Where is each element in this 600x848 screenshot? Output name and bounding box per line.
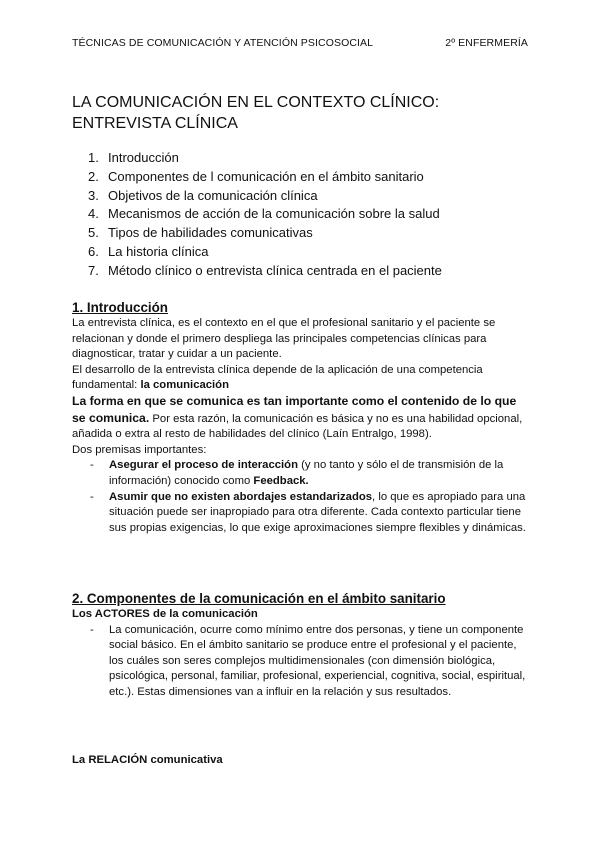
bold-text: Feedback. <box>253 474 309 487</box>
intro-paragraph: La entrevista clínica, es el contexto en el que el profesional sanitario y el paciente se relacionan y donde el primero despliega las principales competencias clínicas para diagnosticar, tratar y cuidar a un paciente. <box>72 317 496 361</box>
bullet-dash: - <box>90 459 94 472</box>
bold-text: Asegurar el proceso de interacción <box>109 459 298 472</box>
toc-item <box>88 205 442 224</box>
bold-text: Asumir que no existen abordajes estandarizados <box>109 490 373 503</box>
toc-item <box>88 149 442 168</box>
toc-number: 6. <box>88 243 99 259</box>
bullet-item <box>72 458 528 489</box>
section-introduction <box>72 299 528 536</box>
bullet-item <box>72 623 528 701</box>
toc-number: 4. <box>88 206 99 222</box>
toc-number: 1. <box>88 150 99 165</box>
header-course-level: 2º ENFERMERÍA <box>445 37 528 49</box>
running-header <box>72 37 528 49</box>
toc-label: Tipos de habilidades comunicativas <box>108 225 313 241</box>
section-components <box>72 590 528 701</box>
bold-text: la comunicación <box>140 379 229 392</box>
toc-item <box>88 262 442 281</box>
toc-label: Introducción <box>108 150 179 165</box>
toc-label: La historia clínica <box>108 243 209 259</box>
toc-label: Mecanismos de acción de la comunicación sobre la salud <box>108 206 440 222</box>
document-title <box>72 92 528 134</box>
toc-item <box>88 187 442 206</box>
bullet-text <box>109 458 528 489</box>
intro-paragraph <box>72 394 528 443</box>
title-line-2: ENTREVISTA CLÍNICA <box>72 115 238 132</box>
toc-item <box>88 224 442 243</box>
title-line-1: LA COMUNICACIÓN EN EL CONTEXTO CLÍNICO: <box>72 94 440 111</box>
intro-paragraph <box>72 363 528 394</box>
text-run: , lo que es apropiado para una situación puede ser inapropiado para otra diferente. Cada contexto particular tiene sus propias exigencias, lo que exige aproximaciones siempre flexibles y dinámicas. <box>109 490 526 534</box>
toc-item <box>88 243 442 262</box>
section-heading: 2. Componentes de la comunicación en el ámbito sanitario <box>72 591 446 606</box>
bullet-dash: - <box>90 490 94 503</box>
text-run: Por esta razón, la comunicación es básica y no es una habilidad opcional, añadida o extra al resto de habilidades del clínico (Laín Entralgo, 1998). <box>72 412 523 441</box>
toc-number: 3. <box>88 187 99 203</box>
bullet-text: La comunicación, ocurre como mínimo entre dos personas, y tiene un componente social básico. En el ámbito sanitario se produce entre el profesional y el paciente, los cuáles son seres complejos multidimensionales (con dimensión biológica, psicológica, personal, familiar, profesional, experiencial, cognitiva, social, espiritual, etc.). Estas dimensiones van a influir en la relación y sus resultados. <box>109 623 526 698</box>
toc-label: Método clínico o entrevista clínica centrada en el paciente <box>108 262 442 278</box>
toc-item <box>88 168 442 187</box>
intro-paragraph: Dos premisas importantes: <box>72 443 207 456</box>
bullet-item <box>72 490 528 537</box>
toc-label: Objetivos de la comunicación clínica <box>108 187 318 203</box>
bullet-text <box>109 490 528 537</box>
toc-number: 7. <box>88 262 99 278</box>
text-run: (y no tanto y sólo el de transmisión de la información) conocido como <box>109 459 504 487</box>
section-heading: 1. Introducción <box>72 300 168 315</box>
toc-number: 5. <box>88 225 99 241</box>
subsection-relationship <box>72 753 528 769</box>
table-of-contents <box>88 149 442 281</box>
subsection-heading: La RELACIÓN comunicativa <box>72 754 223 766</box>
toc-label: Componentes de l comunicación en el ámbito sanitario <box>108 168 424 184</box>
toc-number: 2. <box>88 168 99 184</box>
bold-text: La forma en que se comunica es tan importante como el contenido de lo que se comunica. <box>72 393 517 425</box>
header-course-title: TÉCNICAS DE COMUNICACIÓN Y ATENCIÓN PSICOSOCIAL <box>72 37 374 49</box>
text-run: El desarrollo de la entrevista clínica depende de la aplicación de una competencia fundamental: <box>72 363 483 392</box>
bullet-dash: - <box>90 623 94 636</box>
subsection-heading: Los ACTORES de la comunicación <box>72 608 258 620</box>
